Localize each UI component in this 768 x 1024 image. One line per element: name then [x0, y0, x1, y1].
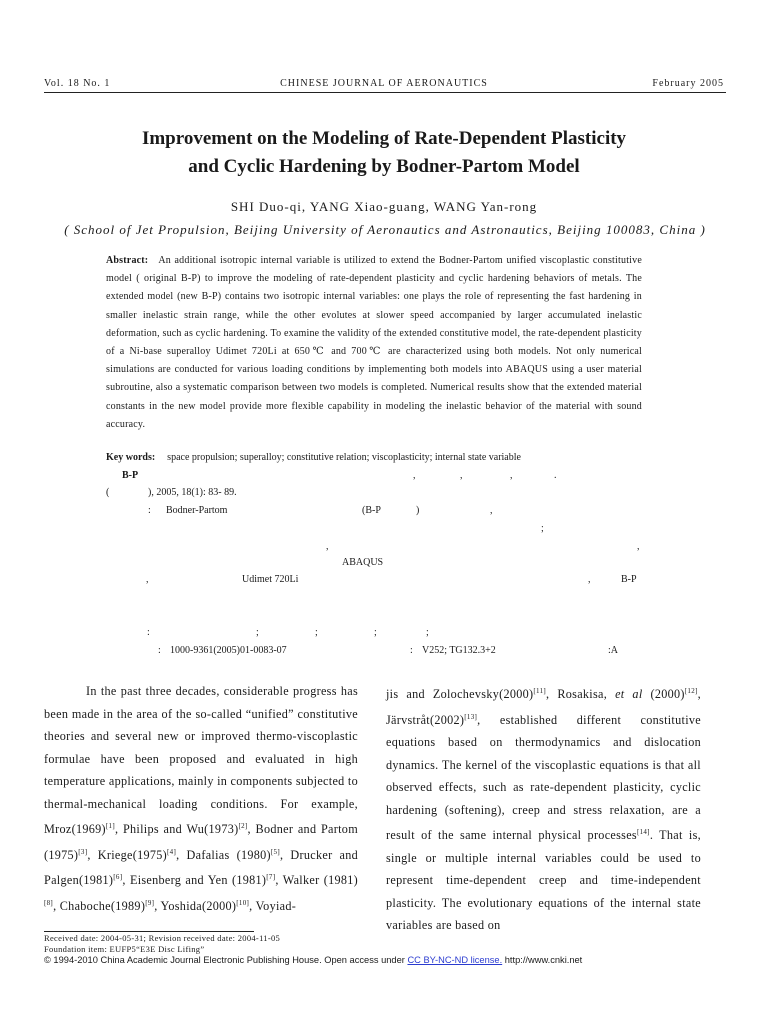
cn-clc-colon: : — [410, 645, 413, 656]
keywords — [106, 452, 666, 463]
keywords-label: Key words: — [106, 452, 156, 463]
footnote-received: Received date: 2004-05-31; Revision received date: 2004-11-05 — [44, 933, 281, 943]
cn-semicolon: ; — [541, 523, 544, 534]
body-column-right — [386, 680, 701, 937]
cn-citation-open: ( — [106, 487, 110, 498]
cn-issn-colon: : — [158, 645, 161, 656]
affiliation: ( School of Jet Propulsion, Beijing University of Aeronautics and Astronautics, Beijing 100083, China ) — [64, 222, 706, 237]
cn-comma: , — [490, 505, 493, 516]
paragraph-intro: In the past three decades, considerable progress has been made in the area of the so-called “unified” constitutive theories and several new or improved thermo-viscoplastic formulae have been proposed and evaluated in high temperature applications, mainly in components subjected to thermal-mechanical loading conditions. For example, Mroz(1969)[1], Philips and Wu(1973)[2], Bodner and Partom (1975)[3], Kriege(1975)[4], Dafalias (1980)[5], Drucker and Palgen(1981)[6], Eisenberg and Yen (1981)[7], Walker (1981)[8], Chaboche(1989)[9], Yoshida(2000)[10], Voyiad- — [44, 684, 359, 913]
cn-kw-colon: : — [147, 627, 150, 638]
cn-comma-4: , — [146, 574, 149, 585]
ref-8[interactable]: [8] — [44, 898, 54, 907]
cn-citation: ), 2005, 18(1): 83- 89. — [148, 487, 237, 498]
cn-bp-2: B-P — [621, 574, 637, 585]
abstract — [106, 252, 642, 434]
ref-1[interactable]: [1] — [105, 822, 115, 830]
cn-kw-semi-4: ; — [426, 627, 429, 638]
ref-2[interactable]: [2] — [238, 822, 248, 830]
paragraph-continued: jis and Zolochevsky(2000)[11], Rosakisa, et al (2000)[12], Järvstråt(2002)[13], established different constitutive equations based on thermodynamics and dislocation dynamics. The kernel of the viscoplastic equations is that all observed effects, such as rate-dependent plasticity, cyclic hardening (softening), creep and stress relaxation, are a result of the same internal physical processes[14]. That is, single or multiple internal variables could be used to represent time-dependent creep and time-independent plasticity. The evolutionary equations of the internal state variables are based on — [386, 687, 702, 933]
license-link[interactable]: CC BY-NC-ND license. — [407, 955, 503, 965]
cn-title-bp: B-P — [122, 470, 139, 481]
cn-kw-semi-2: ; — [315, 627, 318, 638]
abstract-text: An additional isotropic internal variable is utilized to extend the Bodner-Partom unified viscoplastic constitutive model ( original B-P) to improve the modeling of rate-dependent plasticity and cyclic hardening behaviors of metals. The extended model (new B-P) contains two isotropic internal variables: one plays the role of representing the fast hardening in smaller inelastic strain range, while the other evolutes at slower speed accompanied by larger accumulated inelastic deformation, such as cyclic hardening. To examine the validity of the extended constitutive model, the rate-dependent plasticity of a Ni-base superalloy Udimet 720Li at 650℃ and 700℃ are characterized using both models. Not only numerical simulations are conducted for various loading conditions by implementing both models into ABAQUS using a user material subroutine, also a systematic comparison between two models is completed. Numerical results show that the extended material constants in the new model provide more flexible capability in modeling the inelastic behavior of the material with sound accuracy. — [106, 255, 642, 430]
cn-alloy: Udimet 720Li — [242, 574, 299, 585]
cn-kw-semi-3: ; — [374, 627, 377, 638]
ref-14[interactable]: [14] — [636, 828, 650, 837]
footnote-foundation: Foundation item: EUFP5“E3E Disc Lifing” — [44, 944, 205, 954]
cn-author-sep-3: , — [510, 470, 513, 481]
cn-model-name: Bodner-Partom — [166, 505, 228, 516]
ref-9[interactable]: [9] — [145, 898, 155, 907]
footnote-rule — [44, 931, 254, 932]
clc-number: V252; TG132.3+2 — [422, 645, 496, 656]
copyright-line: © 1994-2010 China Academic Journal Electronic Publishing House. Open access under CC BY-NC-ND license. http://www.cnki.net — [44, 955, 583, 965]
document-code: :A — [608, 645, 618, 656]
cn-abaqus: ABAQUS — [342, 557, 384, 568]
body-column-left — [44, 680, 358, 917]
ref-12[interactable]: [12] — [684, 687, 698, 695]
keywords-text: space propulsion; superalloy; constitutive relation; viscoplasticity; internal state variable — [167, 452, 521, 463]
cn-author-sep-4: . — [554, 470, 557, 481]
header-rule — [44, 92, 726, 93]
cn-bp-close: ) — [416, 505, 420, 516]
cn-comma-5: , — [588, 574, 591, 585]
cn-abstract-colon: : — [148, 505, 151, 516]
issn-number: 1000-9361(2005)01-0083-07 — [170, 645, 287, 656]
cn-comma-2: , — [326, 541, 329, 552]
volume-issue: Vol. 18 No. 1 — [44, 78, 111, 89]
ref-5[interactable]: [5] — [270, 847, 280, 856]
ref-10[interactable]: [10] — [236, 898, 250, 907]
journal-name: CHINESE JOURNAL OF AERONAUTICS — [280, 78, 488, 89]
cn-author-sep-1: , — [413, 470, 416, 481]
cn-author-sep-2: , — [460, 470, 463, 481]
title-line-2: and Cyclic Hardening by Bodner-Partom Model — [188, 156, 580, 177]
ref-3[interactable]: [3] — [78, 847, 88, 856]
issue-date: February 2005 — [652, 78, 724, 89]
ref-13[interactable]: [13] — [464, 712, 478, 721]
ref-11[interactable]: [11] — [533, 687, 547, 695]
cn-bp-open: (B-P — [362, 505, 381, 516]
abstract-label: Abstract: — [106, 255, 149, 266]
title-line-1: Improvement on the Modeling of Rate-Dependent Plasticity — [141, 128, 627, 149]
ref-4[interactable]: [4] — [167, 847, 177, 856]
paper-title — [44, 125, 724, 181]
cn-comma-3: , — [637, 541, 640, 552]
author-list: SHI Duo-qi, YANG Xiao-guang, WANG Yan-rong — [230, 199, 538, 214]
ref-6[interactable]: [6] — [113, 873, 123, 882]
ref-7[interactable]: [7] — [266, 873, 276, 882]
cn-kw-semi-1: ; — [256, 627, 259, 638]
